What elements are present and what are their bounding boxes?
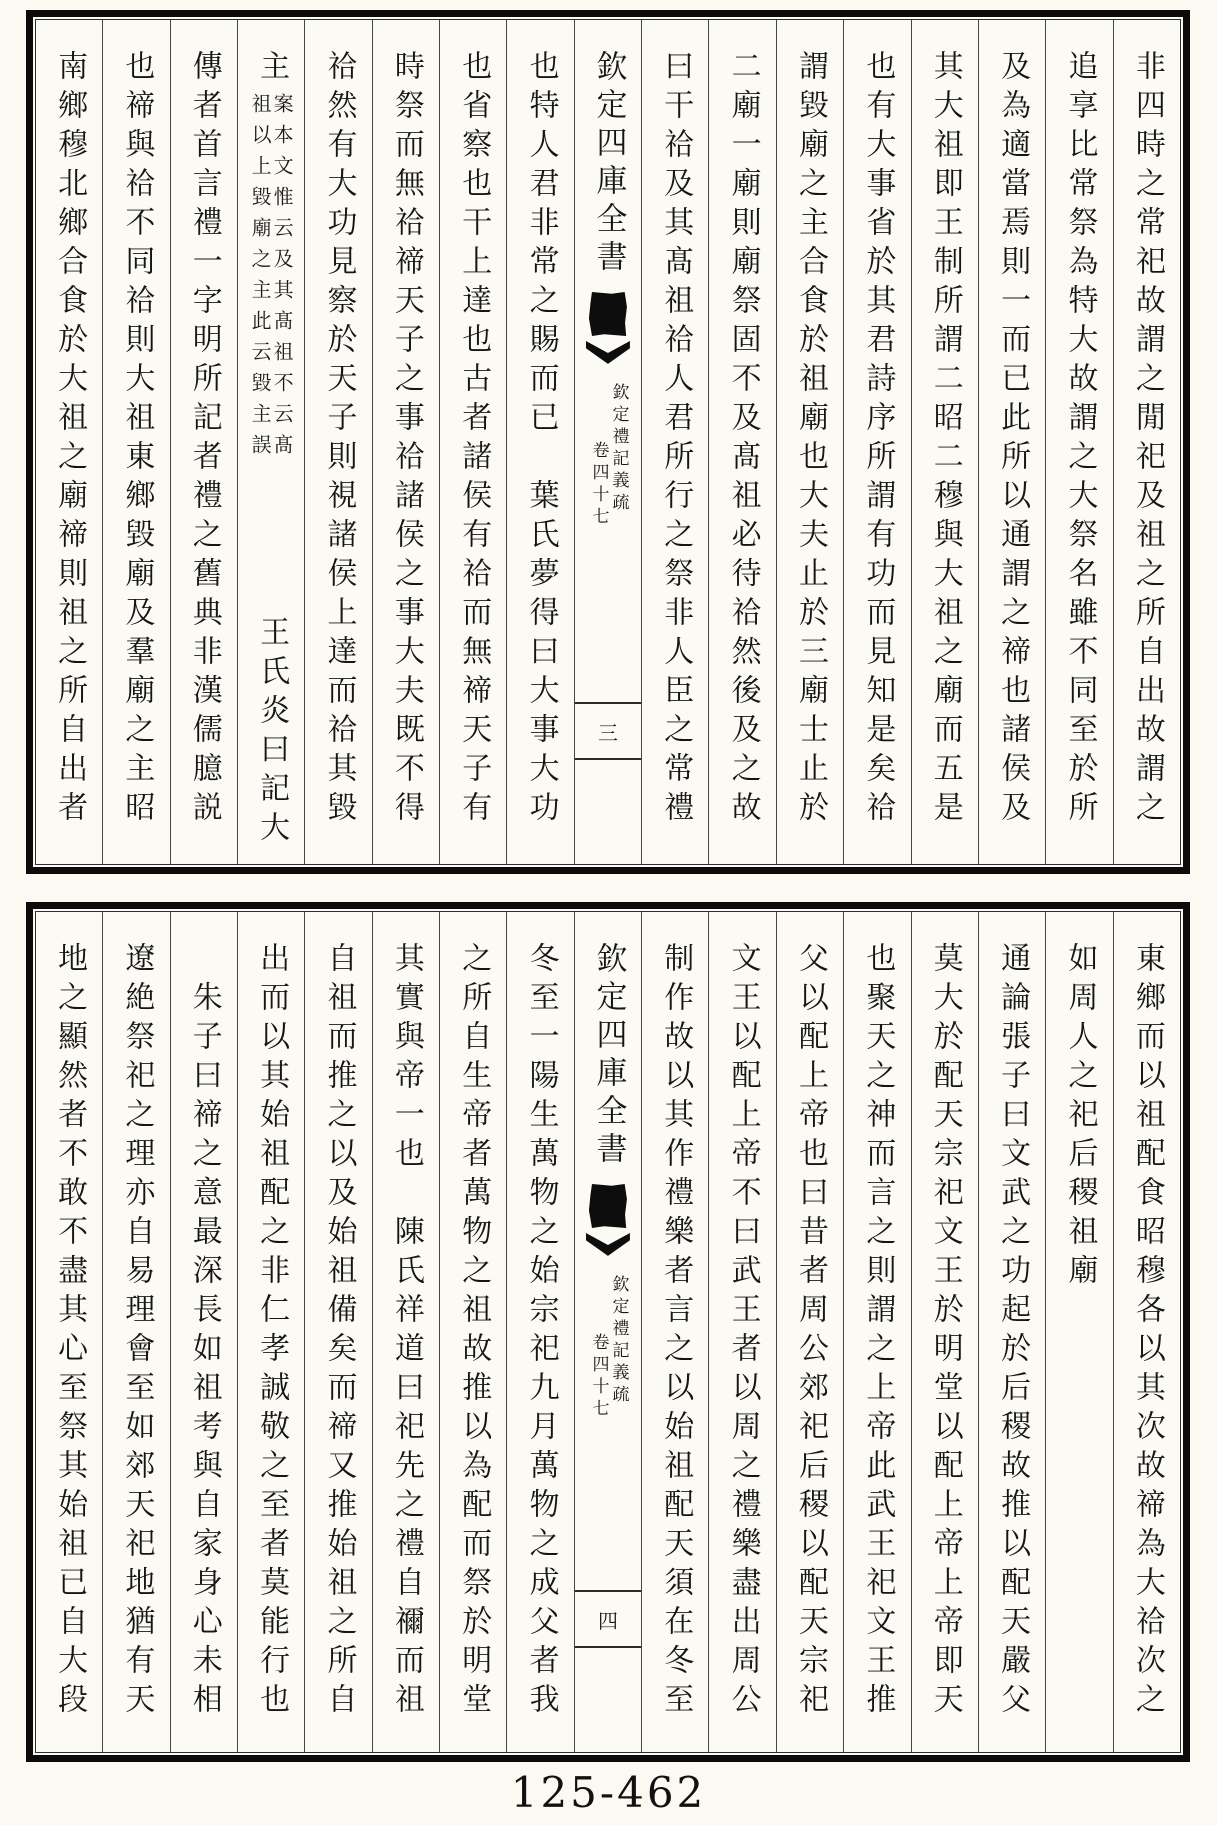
column-text: 主: [254, 50, 290, 89]
text-column: [102, 20, 169, 864]
column-text: 王氏炎曰記大: [254, 616, 290, 850]
text-column: [978, 912, 1045, 1752]
text-column: [1113, 912, 1180, 1752]
column-text: 也禘與祫不同祫則大祖東鄉毀廟及羣廟之主昭: [119, 50, 155, 830]
fishtail-icon: [586, 1233, 630, 1259]
collection-title: 欽定四庫全書: [590, 50, 627, 278]
text-column: [843, 20, 910, 864]
text-column: [36, 20, 102, 864]
text-column: [439, 912, 506, 1752]
column-text: 也有大事省於其君詩序所謂有功而見知是矣祫: [860, 50, 896, 830]
fishtail-ornament-icon: [586, 1184, 630, 1259]
text-column: [708, 912, 775, 1752]
column-text: 其實與帝一也 陳氏祥道曰祀先之禮自禰而祖: [388, 942, 424, 1722]
column-text: 其大祖即王制所謂二昭二穆與大祖之廟而五是: [927, 50, 963, 830]
column-text: 文王以配上帝不曰武王者以周之禮樂盡出周公: [725, 942, 761, 1722]
fishtail-icon: [586, 341, 630, 367]
text-column: [911, 912, 978, 1752]
note-left-line: 祖以上毀廟之主此云毀主誤: [248, 93, 273, 465]
column-text: 遼絶祭祀之理亦自易理會至如郊天祀地猶有天: [119, 942, 155, 1722]
column-text: 莫大於配天宗祀文王於明堂以配上帝上帝即天: [927, 942, 963, 1722]
text-column: [372, 912, 439, 1752]
column-text: 南鄉穆北鄉合食於大祖之廟禘則祖之所自出者: [52, 50, 88, 830]
text-column: [641, 912, 708, 1752]
column-text: 出而以其始祖配之非仁孝誠敬之至者莫能行也: [254, 942, 290, 1722]
volume-label: 卷四十七: [588, 441, 609, 529]
column-text: 及為適當焉則一而已此所以通謂之禘也諸侯及: [995, 50, 1031, 830]
column-text: 祫然有大功見察於天子則視諸侯上達而祫其毀: [321, 50, 357, 830]
page-label: 125-462: [510, 1768, 707, 1817]
text-column: [372, 20, 439, 864]
text-column: [911, 20, 978, 864]
column-text: 父以配上帝也曰昔者周公郊祀后稷以配天宗祀: [793, 942, 829, 1722]
volume-label: 卷四十七: [588, 1333, 609, 1421]
column-text: 通論張子曰文武之功起於后稷故推以配天嚴父: [995, 942, 1031, 1722]
column-text: 制作故以其作禮樂者言之以始祖配天須在冬至: [658, 942, 694, 1722]
column-text: 也聚天之神而言之則謂之上帝此武王祀文王推: [860, 942, 896, 1722]
folio-number: 三: [575, 702, 641, 760]
column-text: 時祭而無祫禘天子之事祫諸侯之事大夫既不得: [388, 50, 424, 830]
text-column: [304, 20, 371, 864]
fishtail-ornament-icon: [586, 292, 630, 367]
column-text: 東鄉而以祖配食昭穆各以其次故禘為大祫次之: [1129, 942, 1165, 1722]
text-column: [506, 912, 573, 1752]
book-title: 欽定禮記義疏: [608, 383, 629, 515]
folio-number: 四: [575, 1590, 641, 1648]
folio-column: [574, 912, 641, 1752]
text-column: [1045, 20, 1112, 864]
text-block-bottom-frame: [35, 911, 1181, 1753]
column-text: 地之顯然者不敢不盡其心至祭其始祖已自大段: [52, 942, 88, 1722]
column-text: 也特人君非常之賜而已 葉氏夢得曰大事大功: [523, 50, 559, 830]
text-column-with-note: [237, 20, 304, 864]
column-text: 非四時之常祀故謂之閒祀及祖之所自出故謂之: [1129, 50, 1165, 830]
book-volume-caption: [588, 383, 629, 529]
column-text: 朱子曰禘之意最深長如祖考與自家身心未相: [186, 942, 222, 1722]
column-text: 冬至一陽生萬物之始宗祀九月萬物之成父者我: [523, 942, 559, 1722]
column-text: 之所自生帝者萬物之祖故推以為配而祭於明堂: [456, 942, 492, 1722]
text-block-top-frame: [35, 19, 1181, 865]
column-text: 追享比常祭為特大故謂之大祭名雖不同至於所: [1062, 50, 1098, 830]
book-title: 欽定禮記義疏: [608, 1275, 629, 1407]
text-column: [170, 912, 237, 1752]
text-column: [776, 20, 843, 864]
text-column: [1113, 20, 1180, 864]
text-column: [304, 912, 371, 1752]
ink-block-icon: [589, 1184, 627, 1228]
text-column: [237, 912, 304, 1752]
column-text: 自祖而推之以及始祖備矣而禘又推始祖之所自: [321, 942, 357, 1722]
text-column: [978, 20, 1045, 864]
text-column: [36, 912, 102, 1752]
ink-block-icon: [589, 292, 627, 336]
note-right-line: 案本文惟云及其髙祖不云髙: [270, 93, 295, 465]
collection-title: 欽定四庫全書: [590, 942, 627, 1170]
folio-column: [574, 20, 641, 864]
text-column: [708, 20, 775, 864]
text-column: [641, 20, 708, 864]
editorial-note: [249, 93, 293, 465]
column-text: 也省察也干上達也古者諸侯有祫而無禘天子有: [456, 50, 492, 830]
column-text: 二廟一廟則廟祭固不及髙祖必待祫然後及之故: [725, 50, 761, 830]
text-column: [439, 20, 506, 864]
text-column: [102, 912, 169, 1752]
text-column: [843, 912, 910, 1752]
column-text: 謂毀廟之主合食於祖廟也大夫止於三廟士止於: [793, 50, 829, 830]
text-block-top: [26, 10, 1190, 874]
column-text: 曰干祫及其髙祖祫人君所行之祭非人臣之常禮: [658, 50, 694, 830]
text-column: [170, 20, 237, 864]
text-column: [506, 20, 573, 864]
column-text: 傳者首言禮一字明所記者禮之舊典非漢儒臆説: [186, 50, 222, 830]
text-column: [776, 912, 843, 1752]
column-text: 如周人之祀后稷祖廟: [1062, 942, 1098, 1293]
text-block-bottom: [26, 902, 1190, 1762]
text-column: [1045, 912, 1112, 1752]
book-volume-caption: [588, 1275, 629, 1421]
